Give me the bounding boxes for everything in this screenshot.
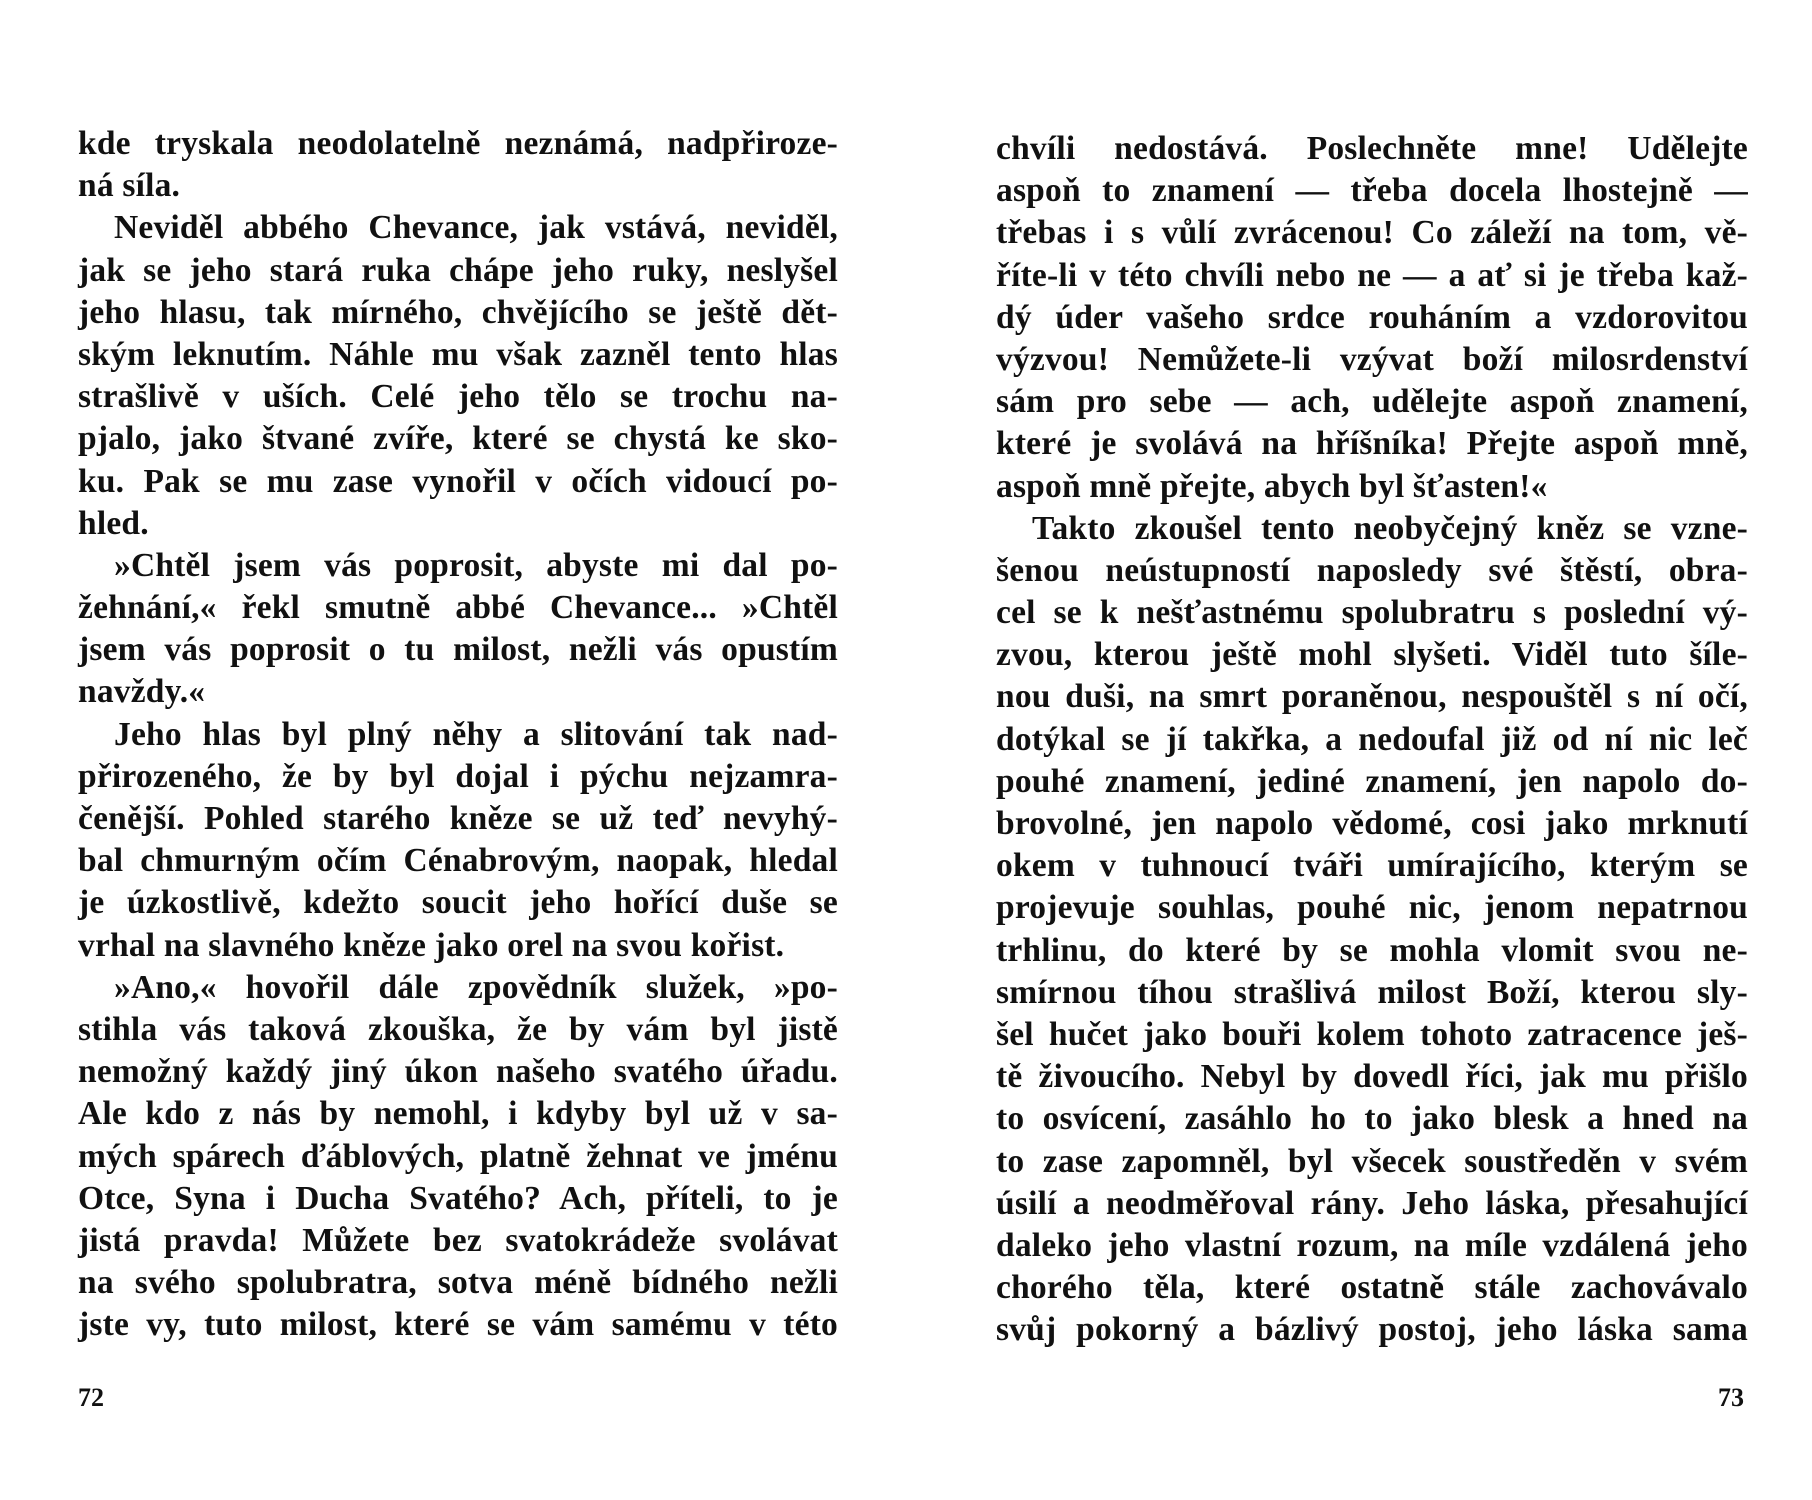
text-line: mých spárech ďáblových, platně žehnat ve jménu [78, 1137, 838, 1175]
text-line: »Chtěl jsem vás poprosit, abyste mi dal po- [114, 546, 838, 584]
left-page-number: 72 [78, 1383, 104, 1412]
text-line: Takto zkoušel tento neobyčejný kněz se vzne- [1032, 509, 1748, 547]
text-line: čenější. Pohled starého kněze se už teď nevyhý- [78, 800, 838, 837]
text-line: zvou, kterou ještě mohl slyšeti. Viděl tuto šíle- [996, 636, 1748, 674]
text-line: ná síla. [78, 167, 181, 205]
text-line: navždy.« [78, 673, 206, 711]
text-line: jeho hlasu, tak mírného, chvějícího se ještě dět- [78, 293, 838, 331]
text-line: jistá pravda! Můžete bez svatokrádeže svolávat [78, 1221, 838, 1259]
text-line: přirozeného, že by byl dojal i pýchu nejzamra- [78, 757, 838, 795]
text-line: brovolné, jen napolo vědomé, cosi jako mrknutí [996, 805, 1748, 842]
text-line: tě živoucího. Nebyl by dovedl říci, jak mu přišlo [996, 1058, 1748, 1096]
text-line: šel hučet jako bouři kolem tohoto zatracence ješ- [996, 1015, 1748, 1053]
text-line: smírnou tíhou strašlivá milost Boží, kterou sly- [996, 973, 1748, 1011]
text-line: nou duši, na smrt poraněnou, nespouštěl s ní očí, [996, 678, 1748, 716]
text-line: ským leknutím. Náhle mu však zazněl tento hlas [78, 335, 838, 373]
text-line: daleko jeho vlastní rozum, na míle vzdálená jeho [996, 1226, 1748, 1264]
text-line: Ale kdo z nás by nemohl, i kdyby byl už v sa- [78, 1095, 838, 1133]
text-line: to zase zapomněl, byl všecek soustředěn v svém [996, 1142, 1748, 1180]
text-line: ku. Pak se mu zase vynořil v očích vidoucí po- [78, 462, 838, 500]
text-line: projevuje souhlas, pouhé nic, jenom nepatrnou [996, 889, 1748, 927]
text-line: říte-li v této chvíli nebo ne — a ať si je třeba kaž- [996, 256, 1748, 294]
text-line: cel se k nešťastnému spolubratru s poslední vý- [996, 594, 1748, 632]
text-line: Neviděl abbého Chevance, jak vstává, neviděl, [114, 209, 838, 247]
text-line: stihla vás taková zkouška, že by vám byl jistě [78, 1010, 838, 1048]
text-line: nemožný každý jiný úkon našeho svatého úřadu. [78, 1053, 838, 1091]
text-line: hled. [78, 504, 149, 542]
text-line: jsem vás poprosit o tu milost, nežli vás opustím [78, 631, 838, 669]
text-line: je úzkostlivě, kdežto soucit jeho hořící duše se [78, 884, 838, 922]
text-line: pouhé znamení, jediné znamení, jen napolo do- [996, 762, 1748, 800]
text-line: »Ano,« hovořil dále zpovědník služek, »po- [114, 968, 838, 1006]
text-line: sám pro sebe — ach, udělejte aspoň znamení, [996, 383, 1748, 421]
right-page-text [996, 128, 1748, 1351]
right-page-number: 73 [1718, 1383, 1744, 1412]
text-line: dotýkal se jí takřka, a nedoufal již od ní nic leč [996, 720, 1748, 758]
text-line: okem v tuhnoucí tváři umírajícího, kterým se [996, 847, 1748, 885]
text-line: kde tryskala neodolatelně neznámá, nadpřiroze- [78, 125, 838, 162]
text-line: jste vy, tuto milost, které se vám samému v této [78, 1306, 838, 1344]
text-line: Otce, Syna i Ducha Svatého? Ach, příteli, to je [78, 1179, 838, 1217]
text-line: svůj pokorný a bázlivý postoj, jeho láska sama [996, 1311, 1748, 1349]
text-line: trhlinu, do které by se mohla vlomit svou ne- [996, 931, 1748, 969]
text-line: na svého spolubratra, sotva méně bídného nežli [78, 1264, 838, 1302]
text-line: které je svolává na hříšníka! Přejte aspoň mně, [996, 425, 1748, 463]
text-line: dý úder vašeho srdce rouháním a vzdorovitou [996, 298, 1748, 336]
text-line: chvíli nedostává. Poslechněte mne! Udělejte [996, 130, 1748, 167]
text-line: aspoň mně přejte, abych byl šťasten!« [996, 467, 1548, 505]
text-line: úsilí a neodměřoval rány. Jeho láska, přesahující [996, 1184, 1748, 1222]
text-line: žehnání,« řekl smutně abbé Chevance... »Chtěl [78, 589, 838, 627]
text-line: strašlivě v uších. Celé jeho tělo se trochu na- [78, 378, 838, 416]
text-line: to osvícení, zasáhlo ho to jako blesk a hned na [996, 1100, 1748, 1138]
text-line: vrhal na slavného kněze jako orel na svou kořist. [78, 926, 785, 964]
text-line: jak se jeho stará ruka chápe jeho ruky, neslyšel [78, 251, 838, 289]
text-line: aspoň to znamení — třeba docela lhostejně — [996, 172, 1748, 210]
left-page-text [78, 123, 838, 1346]
text-line: šenou neústupností naposledy své štěstí, obra- [996, 551, 1748, 589]
text-line: pjalo, jako štvané zvíře, které se chystá ke sko- [78, 420, 838, 458]
text-line: bal chmurným očím Cénabrovým, naopak, hledal [78, 842, 838, 880]
right-page [906, 0, 1812, 1500]
text-line: třebas i s vůlí zvrácenou! Co záleží na tom, vě- [996, 214, 1748, 252]
text-line: Jeho hlas byl plný něhy a slitování tak nad- [114, 715, 838, 753]
text-line: výzvou! Nemůžete-li vzývat boží milosrdenství [996, 340, 1748, 378]
text-line: chorého těla, které ostatně stále zachovávalo [996, 1269, 1748, 1307]
